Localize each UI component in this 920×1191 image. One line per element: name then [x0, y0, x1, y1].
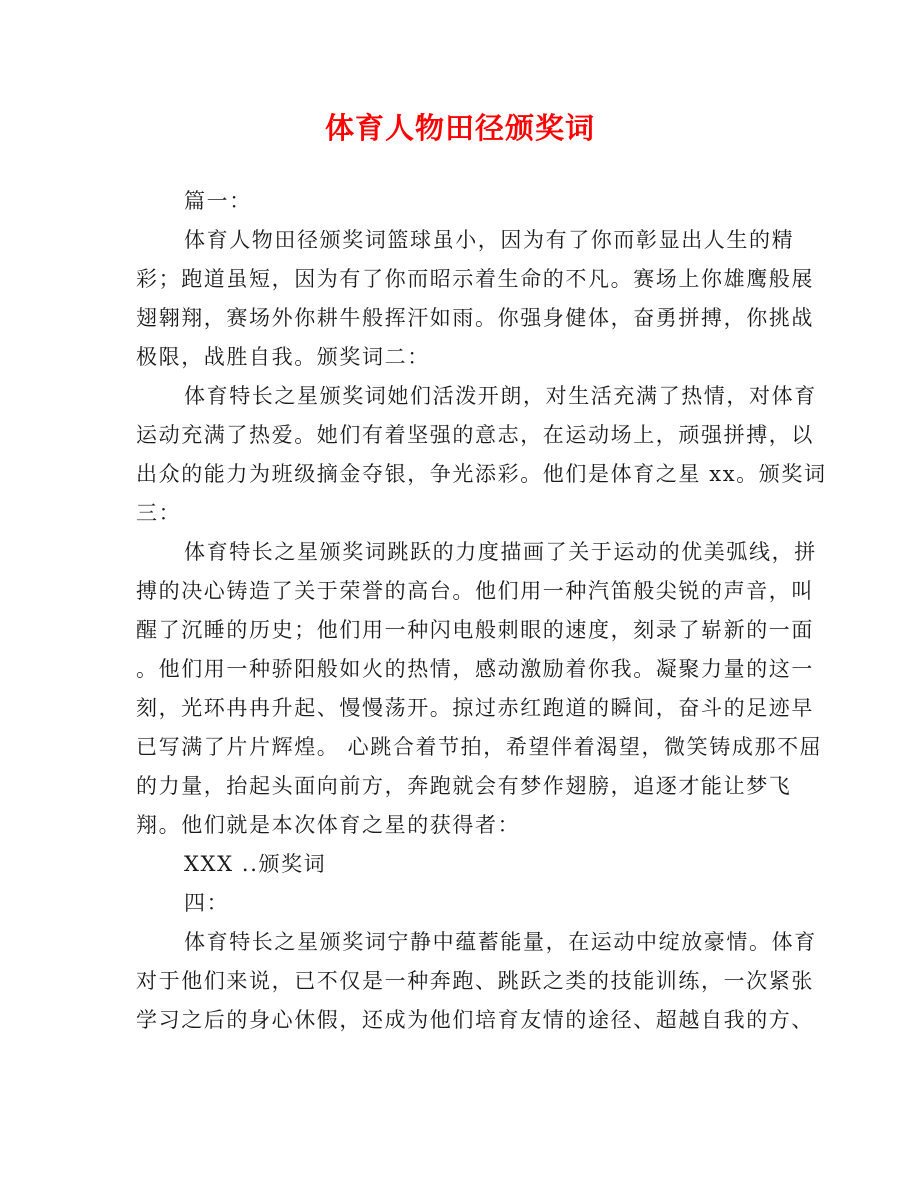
paragraph-line: 极限，战胜自我。颁奖词二：: [136, 345, 430, 369]
paragraph-line: 醒了沉睡的历史；他们用一种闪电般刺眼的速度，刻录了崭新的一面: [136, 618, 814, 642]
paragraph-line: 翅翱翔，赛场外你耕牛般挥汗如雨。你强身健体，奋勇拼搏，你挑战: [136, 306, 814, 330]
paragraph-line: 体育特长之星颁奖词跳跃的力度描画了关于运动的优美弧线，拼: [184, 540, 817, 564]
paragraph-line: 翔。他们就是本次体育之星的获得者：: [136, 813, 521, 837]
paragraph-line: 的力量，抬起头面向前方，奔跑就会有梦作翅膀，追逐才能让梦飞: [136, 774, 792, 798]
paragraph-line: 搏的决心铸造了关于荣誉的高台。他们用一种汽笛般尖锐的声音，叫: [136, 579, 814, 603]
paragraph-line: 彩；跑道虽短，因为有了你而昭示着生命的不凡。赛场上你雄鹰般展: [136, 267, 814, 291]
paragraph-line: 对于他们来说，已不仅是一种奔跑、跳跃之类的技能训练，一次紧张: [136, 969, 814, 993]
document-title: 体育人物田径颁奖词: [324, 111, 595, 145]
section-heading-1: 篇一：: [184, 189, 252, 213]
paragraph-line: XXX ..颁奖词: [184, 852, 327, 876]
paragraph-line: 。他们用一种骄阳般如火的热情，感动激励着你我。凝聚力量的这一: [136, 657, 814, 681]
paragraph-line: 学习之后的身心休假，还成为他们培育友情的途径、超越自我的方、: [136, 1008, 814, 1032]
paragraph-line: 出众的能力为班级摘金夺银，争光添彩。他们是体育之星 xx。颁奖词: [136, 462, 827, 486]
paragraph-line: 体育人物田径颁奖词篮球虽小，因为有了你而彰显出人生的精: [184, 228, 795, 252]
paragraph-line: 三：: [136, 501, 182, 525]
paragraph-line: 运动充满了热爱。她们有着坚强的意志，在运动场上，顽强拼搏，以: [136, 423, 814, 447]
paragraph-line: 刻，光环冉冉升起、慢慢荡开。掠过赤红跑道的瞬间，奋斗的足迹早: [136, 696, 814, 720]
paragraph-line: 体育特长之星颁奖词她们活泼开朗，对生活充满了热情，对体育: [184, 384, 817, 408]
document-body: [136, 182, 827, 1040]
paragraph-line: 体育特长之星颁奖词宁静中蕴蓄能量，在运动中绽放豪情。体育: [184, 930, 817, 954]
paragraph-line: 已写满了片片辉煌。 心跳合着节拍，希望伴着渴望，微笑铸成那不屈: [136, 735, 823, 759]
section-heading-4: 四：: [184, 891, 230, 915]
